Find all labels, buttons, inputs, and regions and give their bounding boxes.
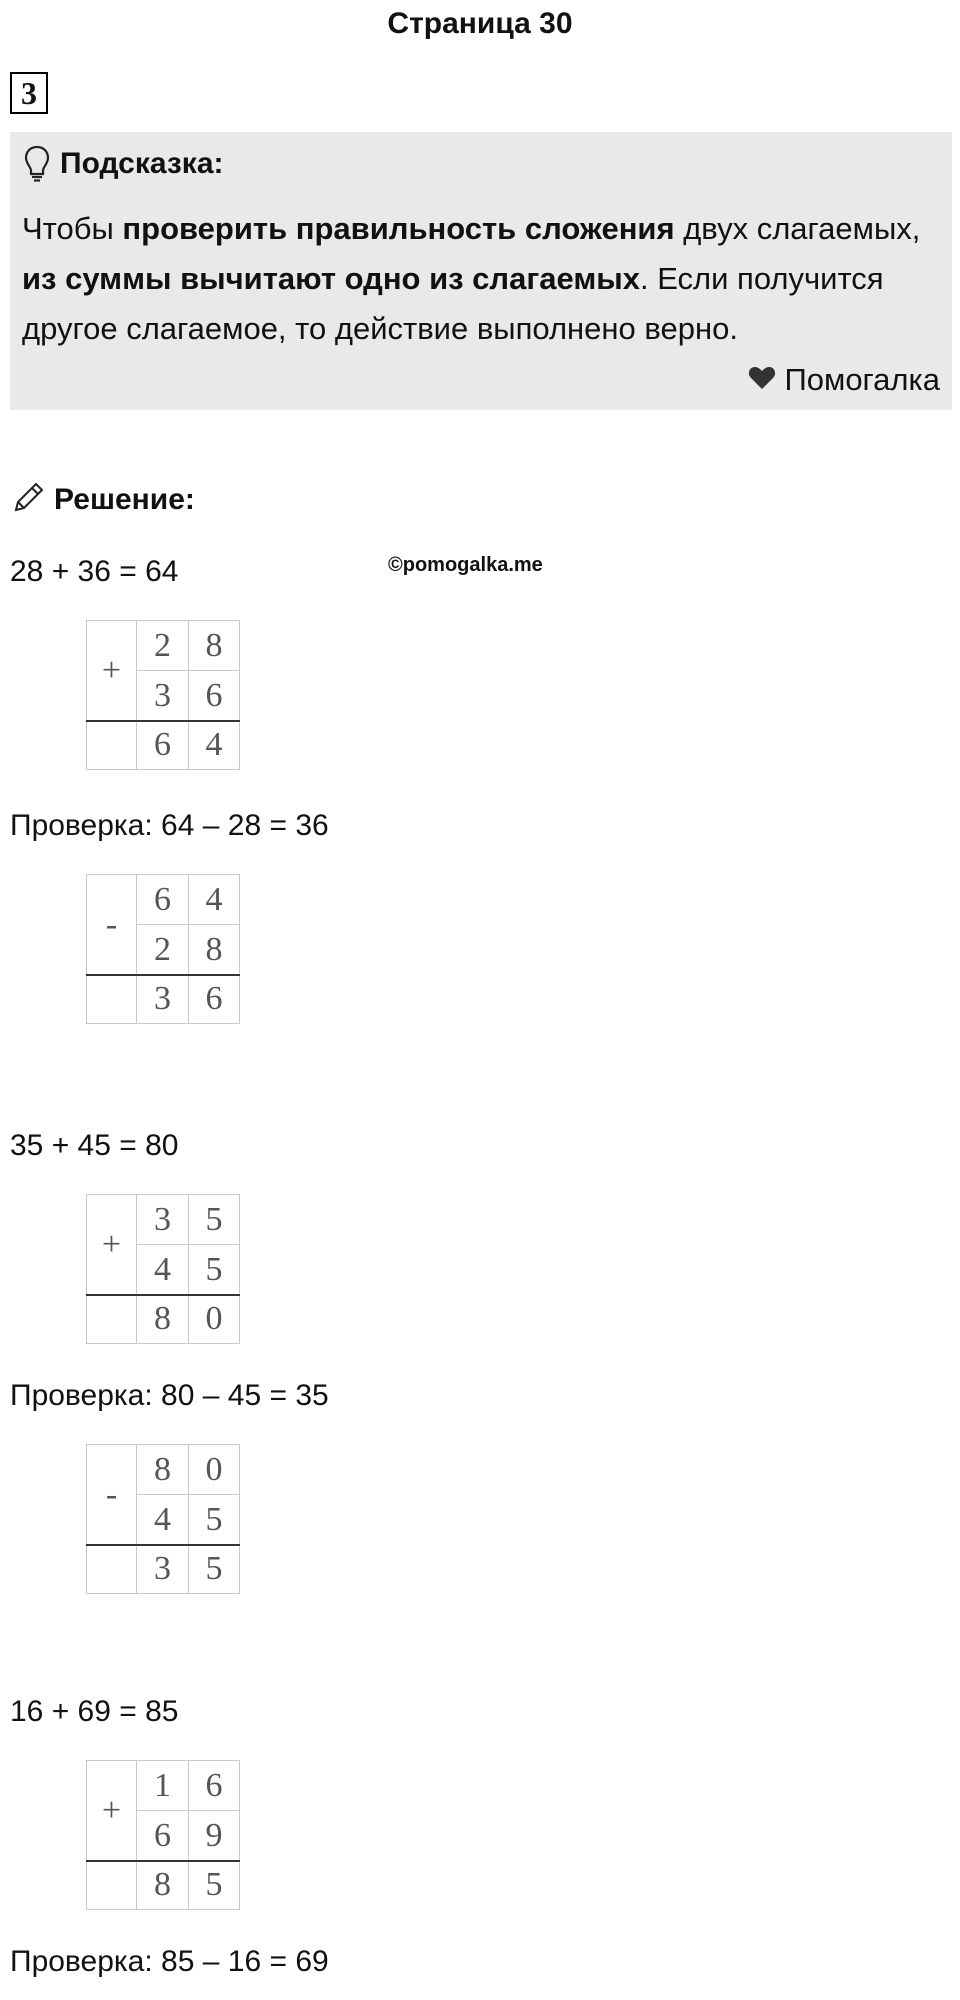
digit-cell: 3 <box>136 1194 188 1244</box>
column-subtraction <box>86 1444 240 1594</box>
hint-title: Подсказка: <box>60 147 224 180</box>
column-addition <box>86 1194 240 1344</box>
result-cell: 5 <box>188 1544 240 1594</box>
digit-cell: 0 <box>188 1444 240 1494</box>
hint-text-bold: из суммы вычитают одно из слагаемых <box>22 261 640 296</box>
column-addition <box>86 620 240 770</box>
empty-cell <box>86 1294 136 1344</box>
equation: 28 + 36 = 64 <box>10 555 179 588</box>
pencil-icon <box>12 480 46 519</box>
plus-sign: + <box>86 1760 136 1860</box>
result-cell: 6 <box>188 974 240 1024</box>
digit-cell: 4 <box>188 874 240 924</box>
result-cell: 6 <box>136 720 188 770</box>
result-cell: 3 <box>136 974 188 1024</box>
solution-header <box>12 480 195 519</box>
plus-sign: + <box>86 1194 136 1294</box>
digit-cell: 6 <box>136 1810 188 1860</box>
digit-cell: 5 <box>188 1494 240 1544</box>
digit-cell: 2 <box>136 924 188 974</box>
minus-sign: - <box>86 874 136 974</box>
result-cell: 8 <box>136 1860 188 1910</box>
check-equation: Проверка: 64 – 28 = 36 <box>10 809 329 842</box>
digit-cell: 8 <box>188 620 240 670</box>
digit-cell: 8 <box>188 924 240 974</box>
digit-cell: 8 <box>136 1444 188 1494</box>
result-cell: 0 <box>188 1294 240 1344</box>
column-addition <box>86 1760 240 1910</box>
check-equation: Проверка: 85 – 16 = 69 <box>10 1945 329 1978</box>
empty-cell <box>86 974 136 1024</box>
hint-box <box>10 132 952 410</box>
digit-cell: 6 <box>188 1760 240 1810</box>
hint-credit <box>748 360 940 400</box>
page-title: Страница 30 <box>387 7 573 40</box>
digit-cell: 1 <box>136 1760 188 1810</box>
digit-cell: 5 <box>188 1244 240 1294</box>
heart-icon <box>748 360 784 400</box>
hint-text-part: двух слагаемых, <box>674 211 921 246</box>
result-cell: 8 <box>136 1294 188 1344</box>
digit-cell: 3 <box>136 670 188 720</box>
result-cell: 4 <box>188 720 240 770</box>
result-cell: 3 <box>136 1544 188 1594</box>
hint-credit-label: Помогалка <box>784 362 940 397</box>
hint-text <box>22 204 950 354</box>
digit-cell: 9 <box>188 1810 240 1860</box>
hint-text-part: . Если получится другое слагаемое, то действие выполнено верно. <box>22 261 884 346</box>
digit-cell: 6 <box>188 670 240 720</box>
empty-cell <box>86 1860 136 1910</box>
result-cell: 5 <box>188 1860 240 1910</box>
hint-text-part: Чтобы <box>22 211 123 246</box>
equation: 16 + 69 = 85 <box>10 1695 179 1728</box>
plus-sign: + <box>86 620 136 720</box>
equation: 35 + 45 = 80 <box>10 1129 179 1162</box>
solution-title: Решение: <box>54 482 195 516</box>
minus-sign: - <box>86 1444 136 1544</box>
column-subtraction <box>86 874 240 1024</box>
lightbulb-icon <box>24 145 50 183</box>
empty-cell <box>86 1544 136 1594</box>
digit-cell: 2 <box>136 620 188 670</box>
empty-cell <box>86 720 136 770</box>
watermark: ©pomogalka.me <box>388 554 543 576</box>
task-number-badge: 3 <box>10 72 48 114</box>
hint-header <box>24 144 224 184</box>
digit-cell: 4 <box>136 1244 188 1294</box>
digit-cell: 5 <box>188 1194 240 1244</box>
hint-text-bold: проверить правильность сложения <box>122 211 675 246</box>
digit-cell: 4 <box>136 1494 188 1544</box>
digit-cell: 6 <box>136 874 188 924</box>
check-equation: Проверка: 80 – 45 = 35 <box>10 1379 329 1412</box>
